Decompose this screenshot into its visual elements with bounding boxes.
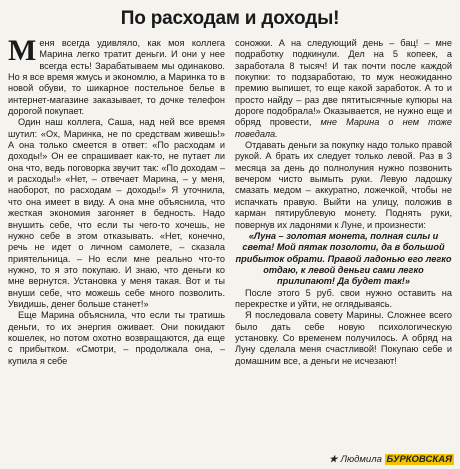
- article-title: По расходам и доходы!: [120, 8, 340, 29]
- right-column: [235, 38, 452, 367]
- intro-text: еня всегда удивляло, как моя коллега Марина легко тратит деньги. И они у нее всегда есть! Зарабатываем мы одинаково. Но я все время жмусь и экономлю, а Маринка то в новой обуви, то шикарное постельное белье в интернет-магазине заказывает, то дочке телефон дорогой покупает.: [8, 38, 225, 117]
- paragraph-ritual: Отдавать деньги за покупку надо только правой рукой. А брать их следует только левой. Раз в 3 месяца за день до полнолуния нужно позвонить вечером чисто вымыть руки. Левую ладошку смазать медом – аккуратно, ложечкой, чтобы не испачкать правую. Выйти на улицу, положив в карман пятирублевую монету. Поднять руки, повернув их ладонями к Луне, и произнести:: [235, 140, 452, 230]
- left-column: [8, 34, 225, 367]
- article-columns: [8, 34, 452, 367]
- star-icon: ★: [328, 454, 338, 465]
- spell-text: «Луна – золотая монета, полная силы и света! Мой пятак позолоти, да в большой прибыток обрати. Правой ладонью его легко отдаю, к левой деньги сами легко прилипают! Да будет так!»: [235, 230, 452, 287]
- paragraph-colleague: Один наш коллега, Саша, над ней все время шутил: «Ох, Маринка, не по средствам живешь!» А она только смеется в ответ: «По расходам и доходы!» Он ее спрашивает как-то, не путает ли она что, ведь поговорка звучит так: «По доходам – и расходы!» «Нет, – отвечает Марина, – у меня, наоборот, по расходам – доходы!» Я уточнила, что она имеет в виду. А она мне объяснила, что жесткая экономия загоняет в бедность. Надо внушить себе, что если ты чего-то хочешь, не нужно себе в этом отказывать. «Нет, конечно, речь не идет о личном самолете, – сказала приятельница. – Но если мне реально что-то нужно, то я это покупаю. И знаю, что деньги ко мне вернутся. Установка у меня такая. Вот и ты внуши себе, что можешь себе много позволить. Увидишь, денег больше станет!»: [8, 117, 225, 309]
- author-name: БУРКОВСКАЯ: [386, 454, 452, 465]
- paragraph-result: Я последовала совету Марины. Сложнее всего было дать себе новую психологическую установку. Со временем получилось. А обряд на Луну сделала меня счастливой! Покупаю себе и домашним все, а деньги не исчезают!: [235, 310, 452, 366]
- continuation-italic: мне Марина о нем тоже поведала.: [235, 117, 452, 139]
- dropcap-letter: М: [8, 34, 37, 67]
- paragraph-continuation: [235, 38, 452, 140]
- author-prefix: Людмила: [340, 454, 382, 465]
- paragraph-after: После этого 5 руб. свои нужно оставить на перекрестке и уйти, не оглядываясь.: [235, 287, 452, 309]
- author-signature: [329, 454, 454, 465]
- paragraph-intro: [8, 34, 225, 117]
- paragraph-energy: Еще Марина объяснила, что если ты тратишь деньги, то их энергия оживает. Они покидают кошелек, но потом охотно возвращаются, да еще с прибытком. «Смотри, – продолжала она, – купила я себе: [8, 310, 225, 366]
- continuation-text: соножки. А на следующий день – бац! – мне подработку подкинули. Дел на 5 копеек, а заработала 8 тысяч! И так почти после каждой покупки: то подзаработаю, то муж неожиданно премию выпишет, то еще какой заработок. А то и просто найду – раз две пятитысячные купюры на дороге подобрала!» Оказывается, не нужно еще и обряд провести,: [235, 38, 452, 128]
